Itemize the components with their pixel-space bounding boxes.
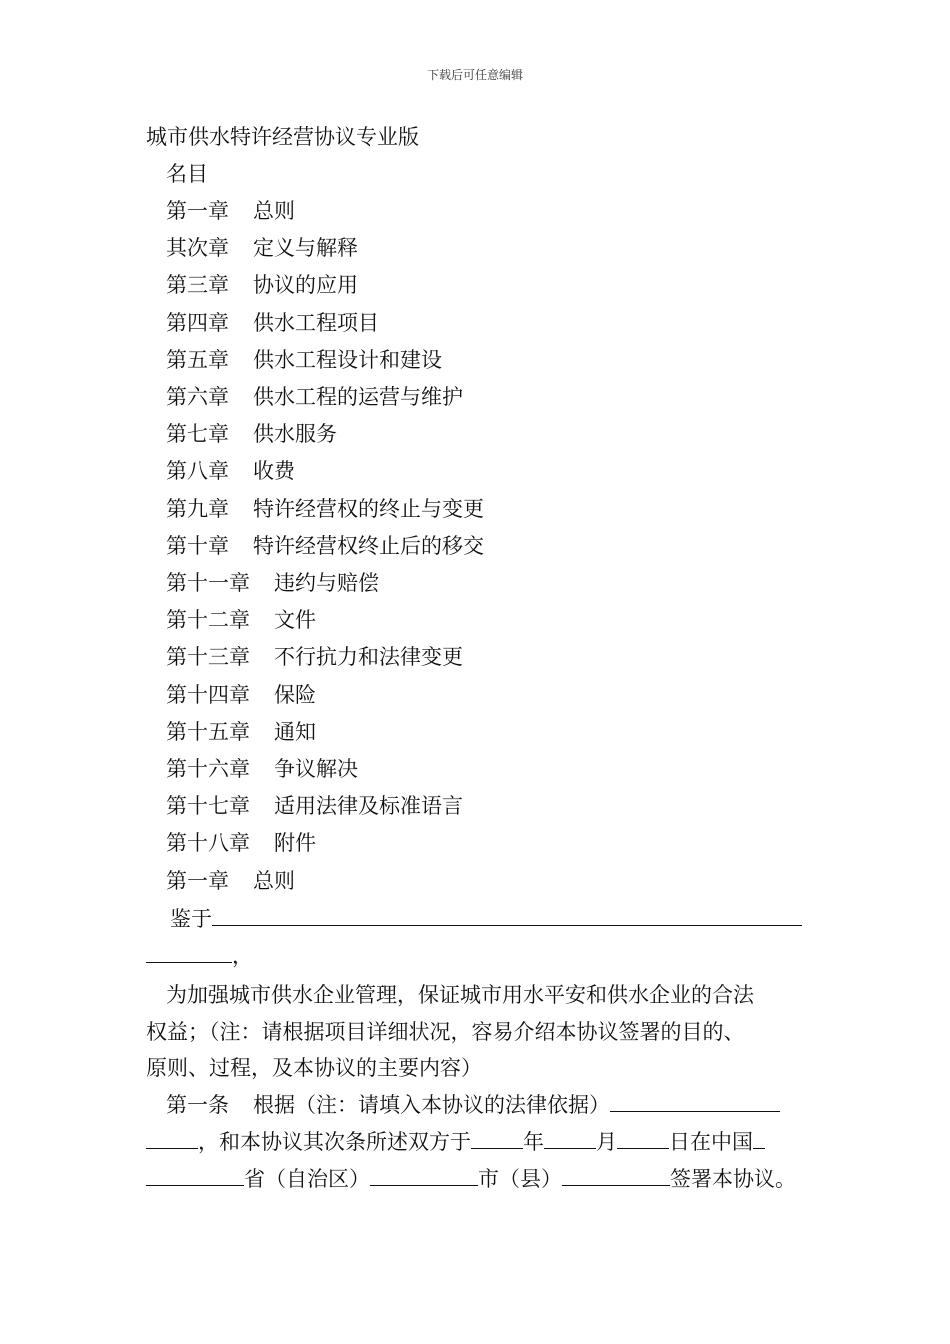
toc-item[interactable] bbox=[166, 644, 463, 670]
toc-chapter-title: 适用法律及标准语言 bbox=[274, 794, 463, 818]
toc-chapter-title: 通知 bbox=[274, 720, 316, 744]
toc-item[interactable] bbox=[166, 198, 295, 224]
toc-chapter-number: 第十四章 bbox=[166, 683, 250, 707]
whereas-line-2 bbox=[146, 942, 253, 969]
chapter-number: 第一章 bbox=[166, 869, 229, 893]
toc-chapter-number: 第十五章 bbox=[166, 720, 250, 744]
toc-chapter-number: 第十七章 bbox=[166, 794, 250, 818]
toc-chapter-title: 总则 bbox=[253, 199, 295, 223]
article-1-line-1 bbox=[166, 1091, 780, 1118]
toc-chapter-number: 第五章 bbox=[166, 348, 229, 372]
toc-item[interactable] bbox=[166, 421, 337, 447]
toc-item[interactable] bbox=[166, 793, 463, 819]
toc-chapter-title: 争议解决 bbox=[274, 757, 358, 781]
toc-chapter-number: 第九章 bbox=[166, 497, 229, 521]
toc-item[interactable] bbox=[166, 682, 316, 708]
whereas-label: 鉴于 bbox=[170, 907, 212, 931]
toc-heading: 名目 bbox=[166, 162, 208, 186]
whereas-end: ， bbox=[232, 944, 253, 968]
toc-item[interactable] bbox=[166, 719, 316, 745]
page-header-note: 下载后可任意编辑 bbox=[426, 68, 523, 82]
paragraph-1-line-2: 权益；（注：请根据项目详细状况，容易介绍本协议签署的目的、 bbox=[146, 1020, 745, 1044]
toc-item[interactable] bbox=[166, 272, 358, 298]
toc-chapter-title: 保险 bbox=[274, 683, 316, 707]
toc-chapter-number: 第四章 bbox=[166, 311, 229, 335]
whereas-blank[interactable] bbox=[212, 905, 802, 926]
article-1-label: 第一条 bbox=[166, 1093, 229, 1117]
toc-chapter-title: 供水服务 bbox=[253, 422, 337, 446]
whereas-blank-cont[interactable] bbox=[146, 942, 232, 963]
article-1-line-3 bbox=[146, 1165, 796, 1192]
toc-chapter-title: 供水工程设计和建设 bbox=[253, 348, 442, 372]
toc-chapter-number: 第十二章 bbox=[166, 608, 250, 632]
year-blank[interactable] bbox=[471, 1128, 523, 1149]
toc-chapter-number: 第七章 bbox=[166, 422, 229, 446]
toc-chapter-title: 文件 bbox=[274, 608, 316, 632]
legal-basis-blank-cont[interactable] bbox=[146, 1128, 198, 1149]
article-1-text: 根据（注：请填入本协议的法律依据） bbox=[253, 1093, 610, 1117]
chapter-1-heading bbox=[166, 868, 295, 894]
toc-chapter-number: 第八章 bbox=[166, 459, 229, 483]
day-label: 日在中国 bbox=[669, 1130, 753, 1154]
province-blank[interactable] bbox=[146, 1165, 244, 1186]
toc-chapter-number: 第十一章 bbox=[166, 571, 250, 595]
toc-chapter-title: 附件 bbox=[274, 831, 316, 855]
toc-item[interactable] bbox=[166, 570, 379, 596]
toc-chapter-title: 定义与解释 bbox=[253, 236, 358, 260]
chapter-title: 总则 bbox=[253, 869, 295, 893]
toc-chapter-title: 供水工程的运营与维护 bbox=[253, 385, 463, 409]
toc-chapter-title: 供水工程项目 bbox=[253, 311, 379, 335]
toc-chapter-title: 特许经营权的终止与变更 bbox=[253, 497, 484, 521]
province-blank-start[interactable] bbox=[753, 1128, 765, 1149]
toc-chapter-number: 第十六章 bbox=[166, 757, 250, 781]
toc-item[interactable] bbox=[166, 347, 442, 373]
document-title: 城市供水特许经营协议专业版 bbox=[146, 125, 419, 149]
paragraph-1-line-3: 原则、过程，及本协议的主要内容） bbox=[146, 1056, 482, 1080]
toc-chapter-number: 第一章 bbox=[166, 199, 229, 223]
toc-item[interactable] bbox=[166, 235, 358, 261]
toc-item[interactable] bbox=[166, 607, 316, 633]
toc-item[interactable] bbox=[166, 830, 316, 856]
toc-chapter-title: 协议的应用 bbox=[253, 273, 358, 297]
article-1-parties-text: ，和本协议其次条所述双方于 bbox=[198, 1130, 471, 1154]
city-label: 市（县） bbox=[478, 1167, 562, 1191]
province-label: 省（自治区） bbox=[244, 1167, 370, 1191]
toc-item[interactable] bbox=[166, 533, 484, 559]
whereas-line bbox=[170, 905, 802, 932]
toc-chapter-number: 第十八章 bbox=[166, 831, 250, 855]
signing-text: 签署本协议。 bbox=[670, 1167, 796, 1191]
toc-chapter-title: 不行抗力和法律变更 bbox=[274, 645, 463, 669]
toc-chapter-title: 违约与赔偿 bbox=[274, 571, 379, 595]
article-1-line-2 bbox=[146, 1128, 765, 1155]
toc-item[interactable] bbox=[166, 756, 358, 782]
toc-item[interactable] bbox=[166, 496, 484, 522]
toc-chapter-number: 第十三章 bbox=[166, 645, 250, 669]
toc-item[interactable] bbox=[166, 310, 379, 336]
year-label: 年 bbox=[523, 1130, 544, 1154]
toc-chapter-number: 第六章 bbox=[166, 385, 229, 409]
toc-chapter-number: 其次章 bbox=[166, 236, 229, 260]
toc-chapter-number: 第十章 bbox=[166, 534, 229, 558]
toc-chapter-title: 特许经营权终止后的移交 bbox=[253, 534, 484, 558]
month-blank[interactable] bbox=[544, 1128, 596, 1149]
toc-item[interactable] bbox=[166, 384, 463, 410]
city-blank[interactable] bbox=[370, 1165, 478, 1186]
day-blank[interactable] bbox=[617, 1128, 669, 1149]
paragraph-1-line-1: 为加强城市供水企业管理，保证城市用水平安和供水企业的合法 bbox=[166, 983, 754, 1007]
toc-chapter-number: 第三章 bbox=[166, 273, 229, 297]
month-label: 月 bbox=[596, 1130, 617, 1154]
toc-item[interactable] bbox=[166, 458, 295, 484]
county-blank[interactable] bbox=[562, 1165, 670, 1186]
legal-basis-blank[interactable] bbox=[610, 1091, 780, 1112]
toc-chapter-title: 收费 bbox=[253, 459, 295, 483]
